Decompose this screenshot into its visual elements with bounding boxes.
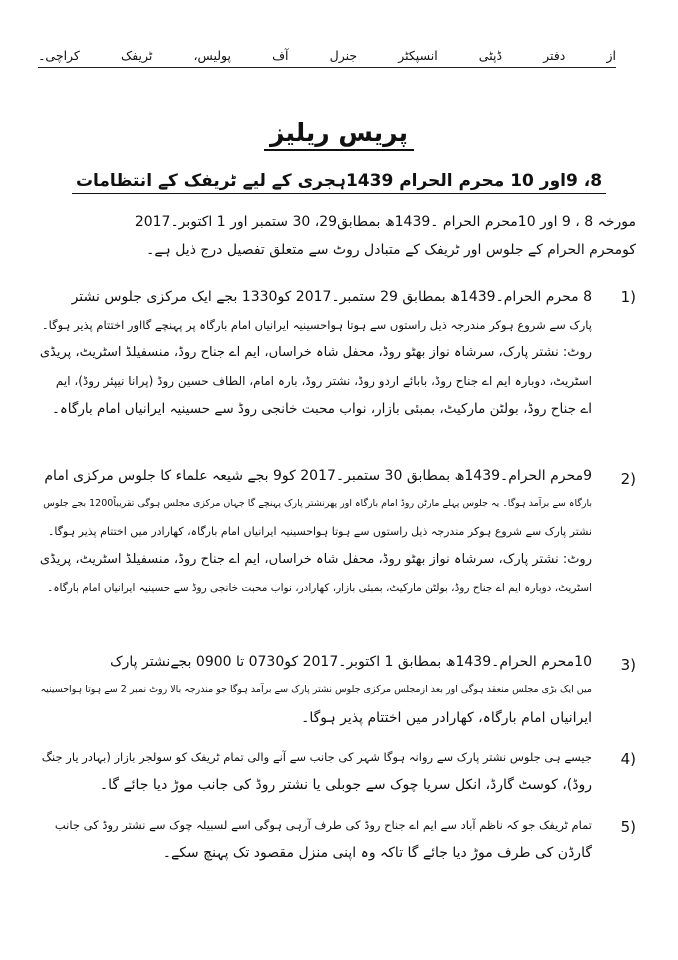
page-title <box>0 118 678 147</box>
from-word: دفتر <box>543 48 566 63</box>
from-word: آف <box>272 48 289 63</box>
item-number: 3) <box>620 656 636 674</box>
item-line: اسٹریٹ، دوبارہ ایم اے جناح روڈ، بولٹن مارکیٹ، بمبئی بازار، کھارادر، نواب محبت خانجی روڈ سے حسینیہ ایرانیاں امام بارگاہ۔ <box>47 582 592 594</box>
item-number: 5) <box>620 818 636 836</box>
item-line: نشتر پارک سے شروع ہوکر مندرجہ ذیل راستوں سے ہوتا ہواحسینیہ ایرانیاں امام بارگاہ، کھارادر میں اختتام پذیر ہوگا۔ <box>47 525 592 538</box>
from-word: ڈپٹی <box>478 48 503 63</box>
item-line: ایرانیاں امام بارگاہ، کھارادر میں اختتام پذیر ہوگا۔ <box>301 710 592 726</box>
intro-paragraph <box>40 208 636 264</box>
title-text: پریس ریلیز <box>264 118 414 151</box>
page-subtitle <box>0 170 678 191</box>
item-line: 8 محرم الحرام۔1439ھ بمطابق 29 ستمبر۔2017 کو1330 بجے ایک مرکزی جلوس نشتر <box>71 289 592 305</box>
from-word: جنرل <box>329 48 358 63</box>
item-line: 10محرم الحرام۔1439ھ بمطابق 1 اکتوبر۔2017 کو0730 تا 0900 بجےنشتر پارک <box>110 654 592 670</box>
item-line: جیسے ہی جلوس نشتر پارک سے روانہ ہوگا شہر کی جانب سے آنے والی تمام ٹریفک کو سولجر بازار (بہادر یار جنگ <box>41 750 592 764</box>
from-word: پولیس، <box>193 48 231 63</box>
from-word: انسپکٹر <box>398 48 438 63</box>
item-1-paragraph <box>40 283 592 423</box>
item-line: بارگاہ سے برآمد ہوگا۔ یہ جلوس پہلے مارٹن روڈ امام بارگاہ اور پھرنشتر پارک پہنچے گا جہاں مرکزی مجلس ہوگی تقریباً1200 بجے جلوس <box>43 498 592 509</box>
item-5-paragraph <box>40 811 592 867</box>
item-line: میں ایک بڑی مجلس منعقد ہوگی اور بعد ازمجلس مرکزی جلوس نشتر پارک سے برآمد ہوگا جو مندرجہ بالا روٹ نمبر 2 سے ہوتا ہواحسینیہ <box>40 684 592 695</box>
subtitle-text: 8، 9اور 10 محرم الحرام 1439ہجری کے لیے ٹریفک کے انتظامات <box>72 171 606 194</box>
item-number: 2) <box>620 470 636 488</box>
item-line: تمام ٹریفک جو کہ ناظم آباد سے ایم اے جناح روڈ کی طرف آرہی ہوگی اسے لسبیلہ چوک سے نشتر روڈ کی جانب <box>54 818 592 832</box>
intro-line: مورخہ 8 ، 9 اور 10محرم الحرام ۔1439ھ بمطابق29، 30 ستمبر اور 1 اکتوبر۔2017 <box>134 214 636 230</box>
item-line: اسٹریٹ، دوبارہ ایم اے جناح روڈ، بابائے اردو روڈ، نشتر روڈ، بارہ امام، الطاف حسین روڈ (پرانا نیپئر روڈ)، ایم <box>55 374 592 388</box>
item-3-paragraph <box>40 648 592 732</box>
from-word: ٹریفک <box>121 48 153 63</box>
item-2-paragraph <box>40 462 592 602</box>
item-line: اے جناح روڈ، بولٹن مارکیٹ، بمبئی بازار، نواب محبت خانجی روڈ سے حسینیہ ایرانیاں امام بارگاہ۔ <box>51 401 592 417</box>
item-line: 9محرم الحرام۔1439ھ بمطابق 30 ستمبر۔2017 کو9 بجے شیعہ علماء کا جلوس مرکزی امام <box>44 468 592 484</box>
from-office-line <box>38 48 616 68</box>
from-word: از <box>606 48 616 63</box>
item-number: 4) <box>620 750 636 768</box>
item-4-paragraph <box>40 743 592 799</box>
item-line: روٹ: نشتر پارک، سرشاہ نواز بھٹو روڈ، محفل شاہ خراساں، ایم اے جناح روڈ، منسفیلڈ اسٹریٹ، پریڈی <box>40 552 592 567</box>
intro-line: کومحرم الحرام کے جلوس اور ٹریفک کے متبادل روٹ سے متعلق تفصیل درج ذیل ہے۔ <box>146 242 636 258</box>
item-line: روڈ)، کوسٹ گارڈ، انکل سریا چوک سے جوبلی یا نشتر روڈ کی جانب موڑ دیا جائے گا۔ <box>99 777 592 793</box>
item-line: پارک سے شروع ہوکر مندرجہ ذیل راستوں سے ہوتا ہواحسینیہ ایرانیاں امام بارگاہ پر پہنچے گااور اختتام پذیر ہوگا۔ <box>41 318 592 332</box>
item-line: گارڈن کی طرف موڑ دیا جائے گا تاکہ وہ اپنی منزل مقصود تک پہنچ سکے۔ <box>162 845 592 861</box>
item-number: 1) <box>620 288 636 306</box>
from-word: کراچی۔ <box>38 48 80 63</box>
item-line: روٹ: نشتر پارک، سرشاہ نواز بھٹو روڈ، محفل شاہ خراساں، ایم اے جناح روڈ، منسفیلڈ اسٹریٹ، پریڈی <box>40 345 592 360</box>
